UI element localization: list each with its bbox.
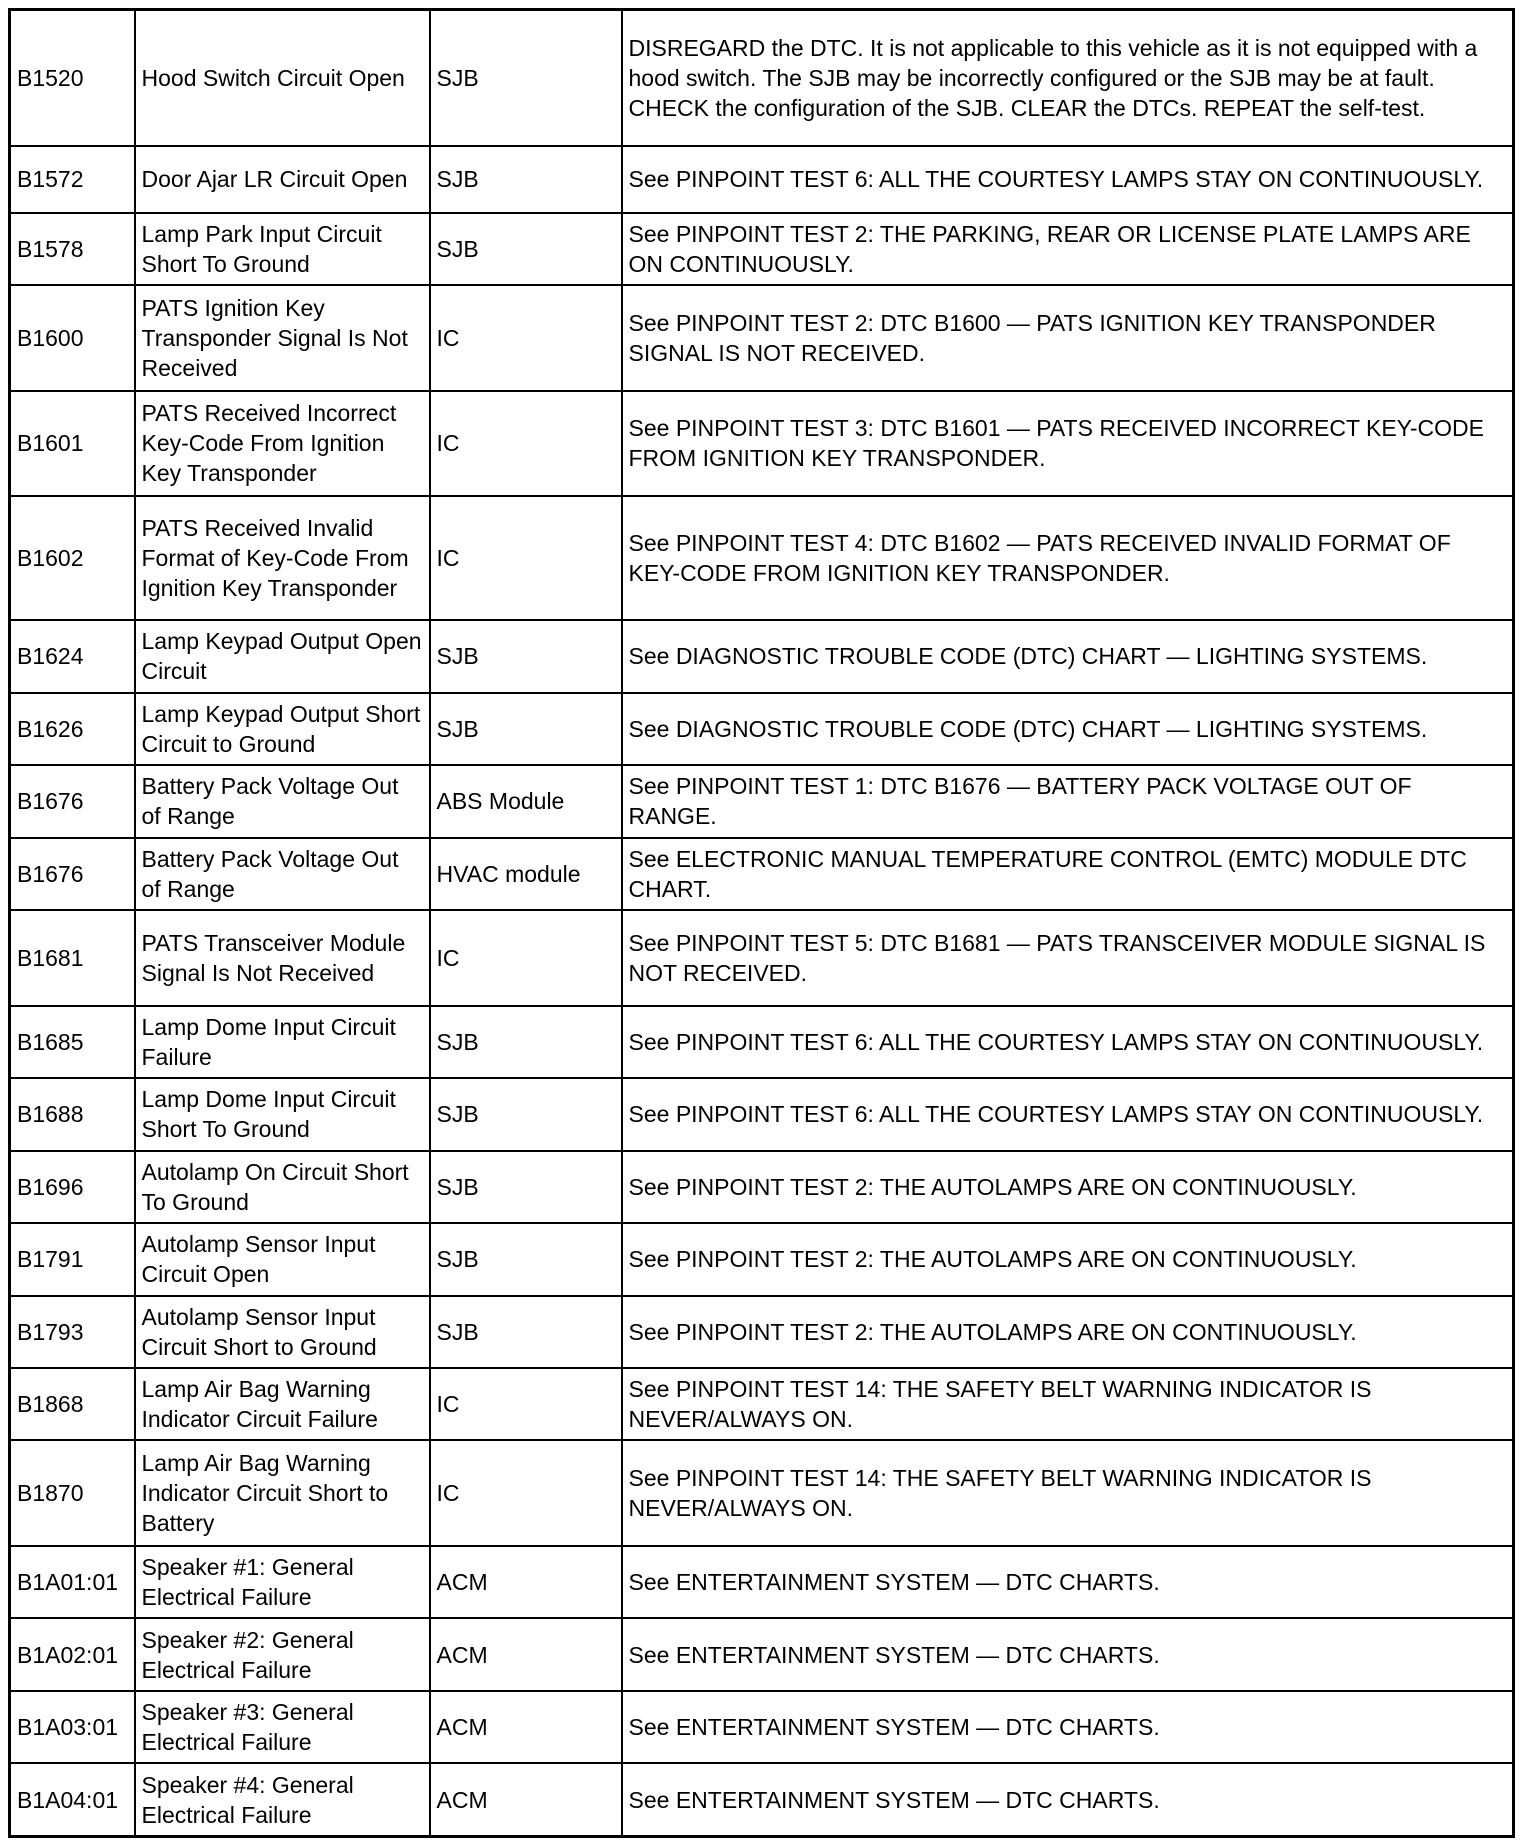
dtc-description-cell: Speaker #4: General Electrical Failure (135, 1763, 430, 1836)
table-row (10, 620, 1514, 692)
dtc-action-cell: See PINPOINT TEST 2: THE AUTOLAMPS ARE ON CONTINUOUSLY. (622, 1223, 1514, 1295)
table-row (10, 910, 1514, 1006)
table-row (10, 1296, 1514, 1368)
table-row (10, 496, 1514, 620)
dtc-description-cell: PATS Transceiver Module Signal Is Not Received (135, 910, 430, 1006)
dtc-code-cell: B1A01:01 (10, 1546, 135, 1618)
dtc-description-cell: Lamp Dome Input Circuit Short To Ground (135, 1078, 430, 1150)
table-row (10, 765, 1514, 837)
dtc-action-cell: See PINPOINT TEST 14: THE SAFETY BELT WARNING INDICATOR IS NEVER/ALWAYS ON. (622, 1440, 1514, 1545)
dtc-module-cell: SJB (430, 1296, 622, 1368)
dtc-action-cell: See DIAGNOSTIC TROUBLE CODE (DTC) CHART — LIGHTING SYSTEMS. (622, 620, 1514, 692)
dtc-action-cell: See PINPOINT TEST 6: ALL THE COURTESY LAMPS STAY ON CONTINUOUSLY. (622, 146, 1514, 213)
dtc-description-cell: Lamp Park Input Circuit Short To Ground (135, 213, 430, 285)
dtc-module-cell: ACM (430, 1618, 622, 1690)
dtc-module-cell: IC (430, 285, 622, 390)
table-row (10, 213, 1514, 285)
dtc-description-cell: Lamp Dome Input Circuit Failure (135, 1006, 430, 1078)
dtc-module-cell: IC (430, 910, 622, 1006)
dtc-action-cell: See DIAGNOSTIC TROUBLE CODE (DTC) CHART — LIGHTING SYSTEMS. (622, 693, 1514, 765)
table-row (10, 1546, 1514, 1618)
table-row (10, 1368, 1514, 1440)
dtc-code-cell: B1601 (10, 391, 135, 496)
dtc-code-cell: B1685 (10, 1006, 135, 1078)
dtc-description-cell: Speaker #2: General Electrical Failure (135, 1618, 430, 1690)
dtc-code-cell: B1676 (10, 838, 135, 910)
dtc-action-cell: See ENTERTAINMENT SYSTEM — DTC CHARTS. (622, 1618, 1514, 1690)
dtc-code-cell: B1626 (10, 693, 135, 765)
dtc-code-cell: B1578 (10, 213, 135, 285)
dtc-action-cell: See ENTERTAINMENT SYSTEM — DTC CHARTS. (622, 1546, 1514, 1618)
dtc-code-cell: B1696 (10, 1151, 135, 1223)
dtc-description-cell: Battery Pack Voltage Out of Range (135, 838, 430, 910)
dtc-module-cell: SJB (430, 146, 622, 213)
table-row (10, 1006, 1514, 1078)
dtc-module-cell: IC (430, 496, 622, 620)
dtc-description-cell: Speaker #3: General Electrical Failure (135, 1691, 430, 1763)
dtc-action-cell: See ELECTRONIC MANUAL TEMPERATURE CONTROL (EMTC) MODULE DTC CHART. (622, 838, 1514, 910)
dtc-code-cell: B1600 (10, 285, 135, 390)
dtc-code-cell: B1A02:01 (10, 1618, 135, 1690)
dtc-action-cell: See PINPOINT TEST 2: THE AUTOLAMPS ARE ON CONTINUOUSLY. (622, 1296, 1514, 1368)
dtc-description-cell: Autolamp Sensor Input Circuit Open (135, 1223, 430, 1295)
dtc-module-cell: IC (430, 1368, 622, 1440)
dtc-table-body (10, 10, 1514, 1837)
table-row (10, 285, 1514, 390)
dtc-description-cell: PATS Ignition Key Transponder Signal Is Not Received (135, 285, 430, 390)
dtc-module-cell: IC (430, 391, 622, 496)
table-row (10, 1618, 1514, 1690)
dtc-module-cell: SJB (430, 213, 622, 285)
dtc-module-cell: SJB (430, 1078, 622, 1150)
dtc-code-cell: B1602 (10, 496, 135, 620)
dtc-module-cell: ACM (430, 1691, 622, 1763)
dtc-code-cell: B1624 (10, 620, 135, 692)
dtc-description-cell: Lamp Keypad Output Short Circuit to Ground (135, 693, 430, 765)
dtc-code-cell: B1868 (10, 1368, 135, 1440)
dtc-code-cell: B1676 (10, 765, 135, 837)
dtc-action-cell: See PINPOINT TEST 6: ALL THE COURTESY LAMPS STAY ON CONTINUOUSLY. (622, 1078, 1514, 1150)
dtc-action-cell: See PINPOINT TEST 1: DTC B1676 — BATTERY PACK VOLTAGE OUT OF RANGE. (622, 765, 1514, 837)
dtc-description-cell: Battery Pack Voltage Out of Range (135, 765, 430, 837)
dtc-description-cell: Hood Switch Circuit Open (135, 10, 430, 146)
dtc-module-cell: SJB (430, 1006, 622, 1078)
dtc-action-cell: See PINPOINT TEST 2: THE AUTOLAMPS ARE ON CONTINUOUSLY. (622, 1151, 1514, 1223)
table-row (10, 1440, 1514, 1545)
dtc-description-cell: Speaker #1: General Electrical Failure (135, 1546, 430, 1618)
dtc-action-cell: See PINPOINT TEST 2: DTC B1600 — PATS IGNITION KEY TRANSPONDER SIGNAL IS NOT RECEIVED. (622, 285, 1514, 390)
dtc-module-cell: SJB (430, 1223, 622, 1295)
table-row (10, 693, 1514, 765)
dtc-code-cell: B1688 (10, 1078, 135, 1150)
dtc-action-cell: See PINPOINT TEST 2: THE PARKING, REAR OR LICENSE PLATE LAMPS ARE ON CONTINUOUSLY. (622, 213, 1514, 285)
table-row (10, 1223, 1514, 1295)
table-row (10, 1763, 1514, 1836)
dtc-action-cell: See ENTERTAINMENT SYSTEM — DTC CHARTS. (622, 1763, 1514, 1836)
dtc-module-cell: SJB (430, 10, 622, 146)
dtc-code-cell: B1791 (10, 1223, 135, 1295)
dtc-description-cell: Lamp Air Bag Warning Indicator Circuit Failure (135, 1368, 430, 1440)
dtc-description-cell: PATS Received Incorrect Key-Code From Ignition Key Transponder (135, 391, 430, 496)
dtc-description-cell: Autolamp Sensor Input Circuit Short to Ground (135, 1296, 430, 1368)
dtc-description-cell: Lamp Air Bag Warning Indicator Circuit Short to Battery (135, 1440, 430, 1545)
dtc-module-cell: ACM (430, 1546, 622, 1618)
dtc-table (8, 8, 1515, 1838)
dtc-code-cell: B1A04:01 (10, 1763, 135, 1836)
dtc-code-cell: B1870 (10, 1440, 135, 1545)
table-row (10, 391, 1514, 496)
dtc-description-cell: PATS Received Invalid Format of Key-Code From Ignition Key Transponder (135, 496, 430, 620)
table-row (10, 1078, 1514, 1150)
dtc-action-cell: See PINPOINT TEST 4: DTC B1602 — PATS RECEIVED INVALID FORMAT OF KEY-CODE FROM IGNITION KEY TRANSPONDER. (622, 496, 1514, 620)
dtc-module-cell: HVAC module (430, 838, 622, 910)
dtc-module-cell: ABS Module (430, 765, 622, 837)
dtc-action-cell: See ENTERTAINMENT SYSTEM — DTC CHARTS. (622, 1691, 1514, 1763)
dtc-code-cell: B1681 (10, 910, 135, 1006)
table-row (10, 1151, 1514, 1223)
dtc-module-cell: SJB (430, 1151, 622, 1223)
table-row (10, 10, 1514, 146)
dtc-description-cell: Lamp Keypad Output Open Circuit (135, 620, 430, 692)
dtc-action-cell: See PINPOINT TEST 6: ALL THE COURTESY LAMPS STAY ON CONTINUOUSLY. (622, 1006, 1514, 1078)
dtc-action-cell: See PINPOINT TEST 5: DTC B1681 — PATS TRANSCEIVER MODULE SIGNAL IS NOT RECEIVED. (622, 910, 1514, 1006)
dtc-action-cell: See PINPOINT TEST 14: THE SAFETY BELT WARNING INDICATOR IS NEVER/ALWAYS ON. (622, 1368, 1514, 1440)
dtc-action-cell: See PINPOINT TEST 3: DTC B1601 — PATS RECEIVED INCORRECT KEY-CODE FROM IGNITION KEY TRANSPONDER. (622, 391, 1514, 496)
dtc-module-cell: SJB (430, 693, 622, 765)
dtc-module-cell: ACM (430, 1763, 622, 1836)
table-row (10, 1691, 1514, 1763)
table-row (10, 146, 1514, 213)
dtc-code-cell: B1520 (10, 10, 135, 146)
table-row (10, 838, 1514, 910)
dtc-module-cell: IC (430, 1440, 622, 1545)
dtc-code-cell: B1572 (10, 146, 135, 213)
dtc-action-cell: DISREGARD the DTC. It is not applicable to this vehicle as it is not equipped with a hood switch. The SJB may be incorrectly configured or the SJB may be at fault. CHECK the configuration of the SJB. CLEAR the DTCs. REPEAT the self-test. (622, 10, 1514, 146)
dtc-code-cell: B1793 (10, 1296, 135, 1368)
dtc-code-cell: B1A03:01 (10, 1691, 135, 1763)
dtc-description-cell: Door Ajar LR Circuit Open (135, 146, 430, 213)
dtc-module-cell: SJB (430, 620, 622, 692)
dtc-description-cell: Autolamp On Circuit Short To Ground (135, 1151, 430, 1223)
